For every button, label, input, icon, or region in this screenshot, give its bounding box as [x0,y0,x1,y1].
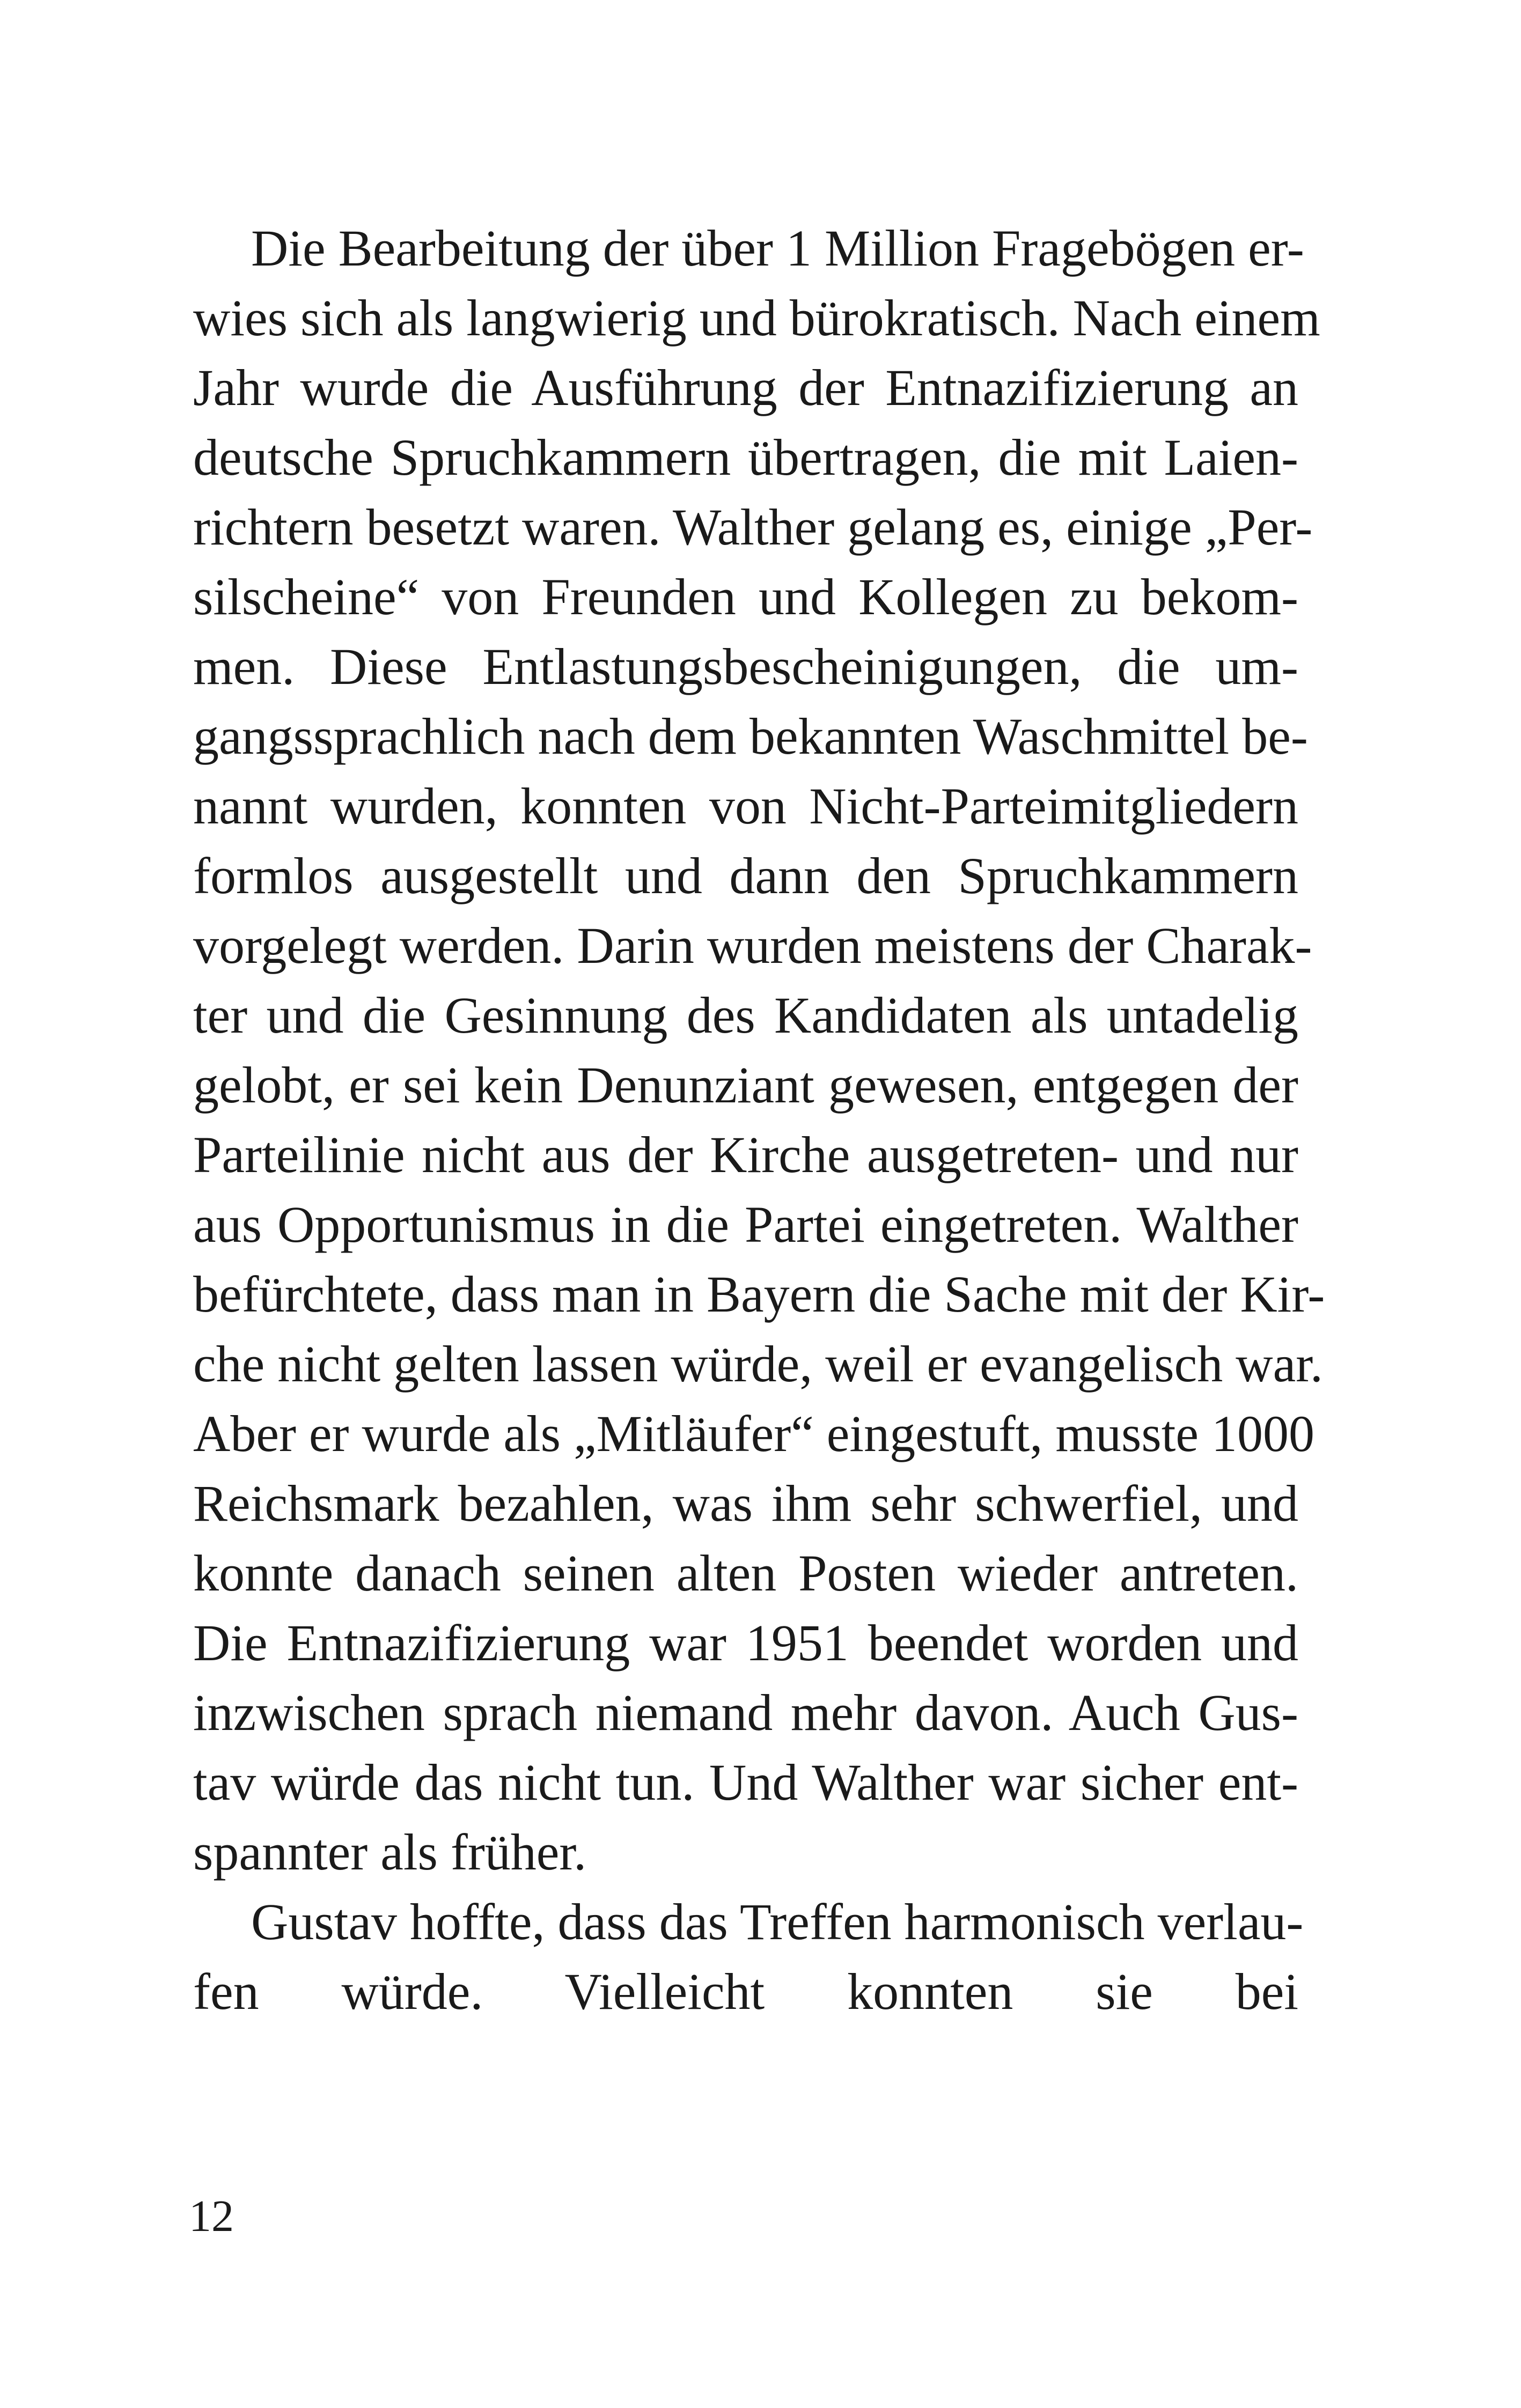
text-line: gelobt, er sei kein Denunziant gewesen, entgegen der [193,1056,1298,1114]
text-line: befürchtete, dass man in Bayern die Sache mit der Kir- [193,1265,1325,1323]
text-line: deutsche Spruchkammern übertragen, die mit Laien- [193,429,1298,486]
text-line: Parteilinie nicht aus der Kirche ausgetreten- und nur [193,1126,1298,1183]
paragraph-2 [193,1887,1304,2027]
text-line: fen würde. Vielleicht konnten sie bei [193,1963,1298,2020]
text-line: Aber er wurde als „Mitläufer“ eingestuft, musste 1000 [193,1405,1315,1462]
text-line: spannter als früher. [193,1823,587,1881]
text-line: Die Bearbeitung der über 1 Million Fragebögen er- [251,219,1304,277]
text-line: nannt wurden, konnten von Nicht-Parteimitgliedern [193,777,1298,835]
text-line: formlos ausgestellt und dann den Spruchkammern [193,847,1298,904]
text-line: silscheine“ von Freunden und Kollegen zu bekom- [193,568,1298,625]
text-line: men. Diese Entlastungsbescheinigungen, die um- [193,638,1298,695]
text-line: aus Opportunismus in die Partei eingetreten. Walther [193,1196,1298,1253]
text-line: konnte danach seinen alten Posten wieder antreten. [193,1544,1298,1602]
text-line: inzwischen sprach niemand mehr davon. Auch Gus- [193,1684,1298,1741]
text-line: wies sich als langwierig und bürokratisch. Nach einem [193,289,1320,347]
paragraph-1 [193,213,1325,1887]
text-line: gangssprachlich nach dem bekannten Waschmittel be- [193,708,1308,765]
text-line: che nicht gelten lassen würde, weil er evangelisch war. [193,1335,1323,1393]
text-line: Jahr wurde die Ausführung der Entnazifizierung an [193,359,1298,416]
text-line: richtern besetzt waren. Walther gelang es, einige „Per- [193,498,1313,556]
page-number: 12 [189,2191,234,2241]
text-line: vorgelegt werden. Darin wurden meistens der Charak- [193,917,1312,974]
text-line: ter und die Gesinnung des Kandidaten als untadelig [193,986,1298,1044]
text-line: Gustav hoffte, dass das Treffen harmonisch verlau- [251,1893,1304,1950]
text-line: Die Entnazifizierung war 1951 beendet worden und [193,1614,1298,1671]
text-line: tav würde das nicht tun. Und Walther war sicher ent- [193,1754,1298,1811]
text-line: Reichsmark bezahlen, was ihm sehr schwerfiel, und [193,1475,1298,1532]
